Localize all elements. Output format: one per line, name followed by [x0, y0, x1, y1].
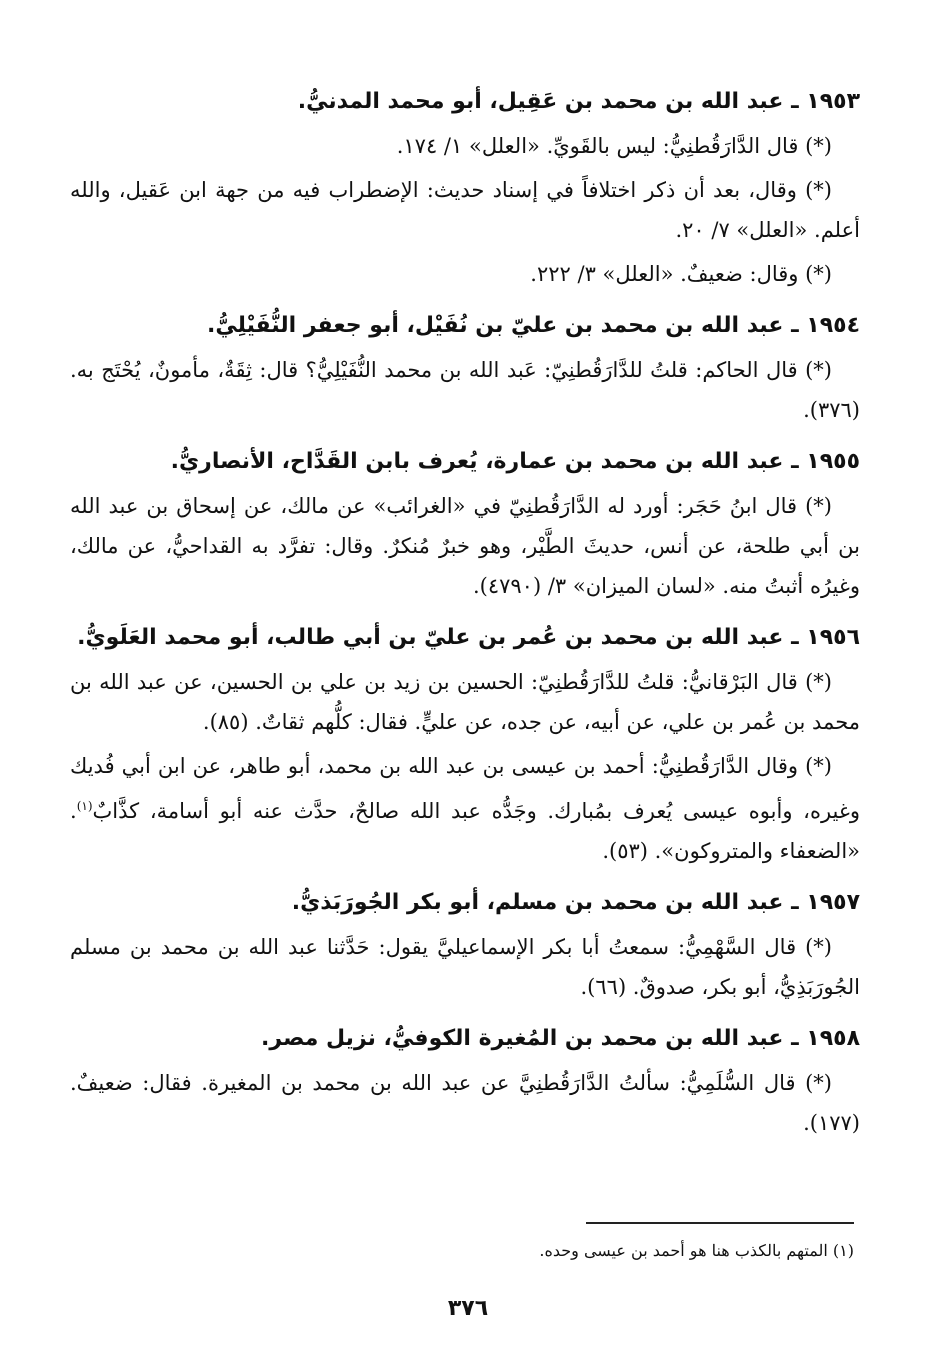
entry-paragraph: (*) وقال الدَّارَقُطنِيُّ: أحمد بن عيسى بن عبد الله بن محمد، أبو طاهر، عن ابن أبي فُديك وغيره، وأبوه عيسى يُعرف بمُبارك. وجَدُّه عبد الله صالحٌ، حدَّث عنه أبو أسامة، كذَّابٌ$^{(١)}$. «الضعفاء والمتروكون». (٥٣). [70, 754, 860, 863]
entry-paragraph: (*) قال ابنُ حَجَر: أورد له الدَّارَقُطنِيّ في «الغرائب» عن مالك، عن إسحاق بن عبد الله بن أبي طلحة، عن أنس، حديثَ الطَّيْر، وهو خبرٌ مُنكرٌ. وقال: تفرَّد به القداحيُّ، عن مالك، وغيرُه أثبتُ منه. «لسان الميزان» ٣/ (٤٧٩٠). [70, 494, 860, 598]
entry-paragraph: (*) قال السَّهْمِيُّ: سمعتُ أبا بكر الإسماعيليَّ يقول: حَدَّثنا عبد الله بن محمد بن مسلم الجُورَبَذِيُّ، أبو بكر، صدوقٌ. (٦٦). [70, 935, 860, 999]
entry-paragraph: (*) قال السُّلَمِيُّ: سألتُ الدَّارَقُطنِيَّ عن عبد الله بن محمد بن المغيرة. فقال: ضعيفٌ. (١٧٧). [70, 1071, 860, 1135]
entry-title: ١٩٥٦ ـ عبد الله بن محمد بن عُمر بن عليّ بن أبي طالب، أبو محمد العَلَويُّ. [77, 625, 860, 650]
footnote: (١) المتهم بالكذب هنا هو أحمد بن عيسى وحده. [539, 1241, 854, 1260]
entry-title: ١٩٥٥ ـ عبد الله بن محمد بن عمارة، يُعرف بابن القَدَّاح، الأنصاريُّ. [170, 449, 860, 474]
entry-1955 [70, 440, 860, 606]
entry-1958 [70, 1017, 860, 1143]
entry-paragraph: (*) قال البَرْقانيُّ: قلتُ للدَّارَقُطنِيّ: الحسين بن زيد بن علي بن الحسين، عن عبد الله بن محمد بن عُمر بن علي، عن أبيه، عن جده، عن عليٍّ. فقال: كلُّهم ثقاتٌ. (٨٥). [70, 670, 860, 734]
entry-paragraph: (*) قال الحاكم: قلتُ للدَّارَقُطنِيّ: عَبد الله بن محمد النُّفَيْلِيُّ؟ قال: ثِقَةٌ، مأمونٌ، يُحْتَج به. (٣٧٦). [70, 358, 860, 422]
entry-title: ١٩٥٨ ـ عبد الله بن محمد بن المُغيرة الكوفيُّ، نزيل مصر. [261, 1026, 860, 1051]
entry-paragraph: (*) قال الدَّارَقُطنِيُّ: ليس بالقَويِّ. «العلل» ١/ ١٧٤. [396, 134, 832, 158]
footnote-divider [586, 1222, 854, 1224]
entry-paragraph: (*) وقال: ضعيفٌ. «العلل» ٣/ ٢٢٢. [530, 262, 832, 286]
entry-1953 [70, 80, 860, 294]
entry-paragraph-source: «الضعفاء والمتروكون». (٥٣). [602, 839, 860, 863]
entry-1954 [70, 304, 860, 430]
page-body [70, 80, 860, 1153]
footnote-marker[interactable]: (١) [76, 799, 93, 813]
entry-title: ١٩٥٧ ـ عبد الله بن محمد بن مسلم، أبو بكر الجُورَبَذيُّ. [291, 890, 860, 915]
page-number: ٣٧٦ [447, 1296, 489, 1321]
entry-title: ١٩٥٤ ـ عبد الله بن محمد بن عليّ بن نُفَيْل، أبو جعفر النُّفَيْلِيُّ. [206, 313, 860, 338]
entry-1956 [70, 616, 860, 871]
entry-1957 [70, 881, 860, 1007]
entry-paragraph-text: (*) وقال الدَّارَقُطنِيُّ: أحمد بن عيسى بن عبد الله بن محمد، أبو طاهر، عن ابن أبي فُديك وغيره، وأبوه عيسى يُعرف بمُبارك. وجَدُّه عبد الله صالحٌ، حدَّث عنه أبو أسامة، كذَّابٌ [70, 754, 860, 823]
entry-paragraph: (*) وقال، بعد أن ذكر اختلافاً في إسناد حديث: الإضطراب فيه من جهة ابن عَقيل، والله أعلم. «العلل» ٧/ ٢٠. [70, 178, 860, 242]
entry-title: ١٩٥٣ ـ عبد الله بن محمد بن عَقِيل، أبو محمد المدنيُّ. [297, 89, 860, 114]
